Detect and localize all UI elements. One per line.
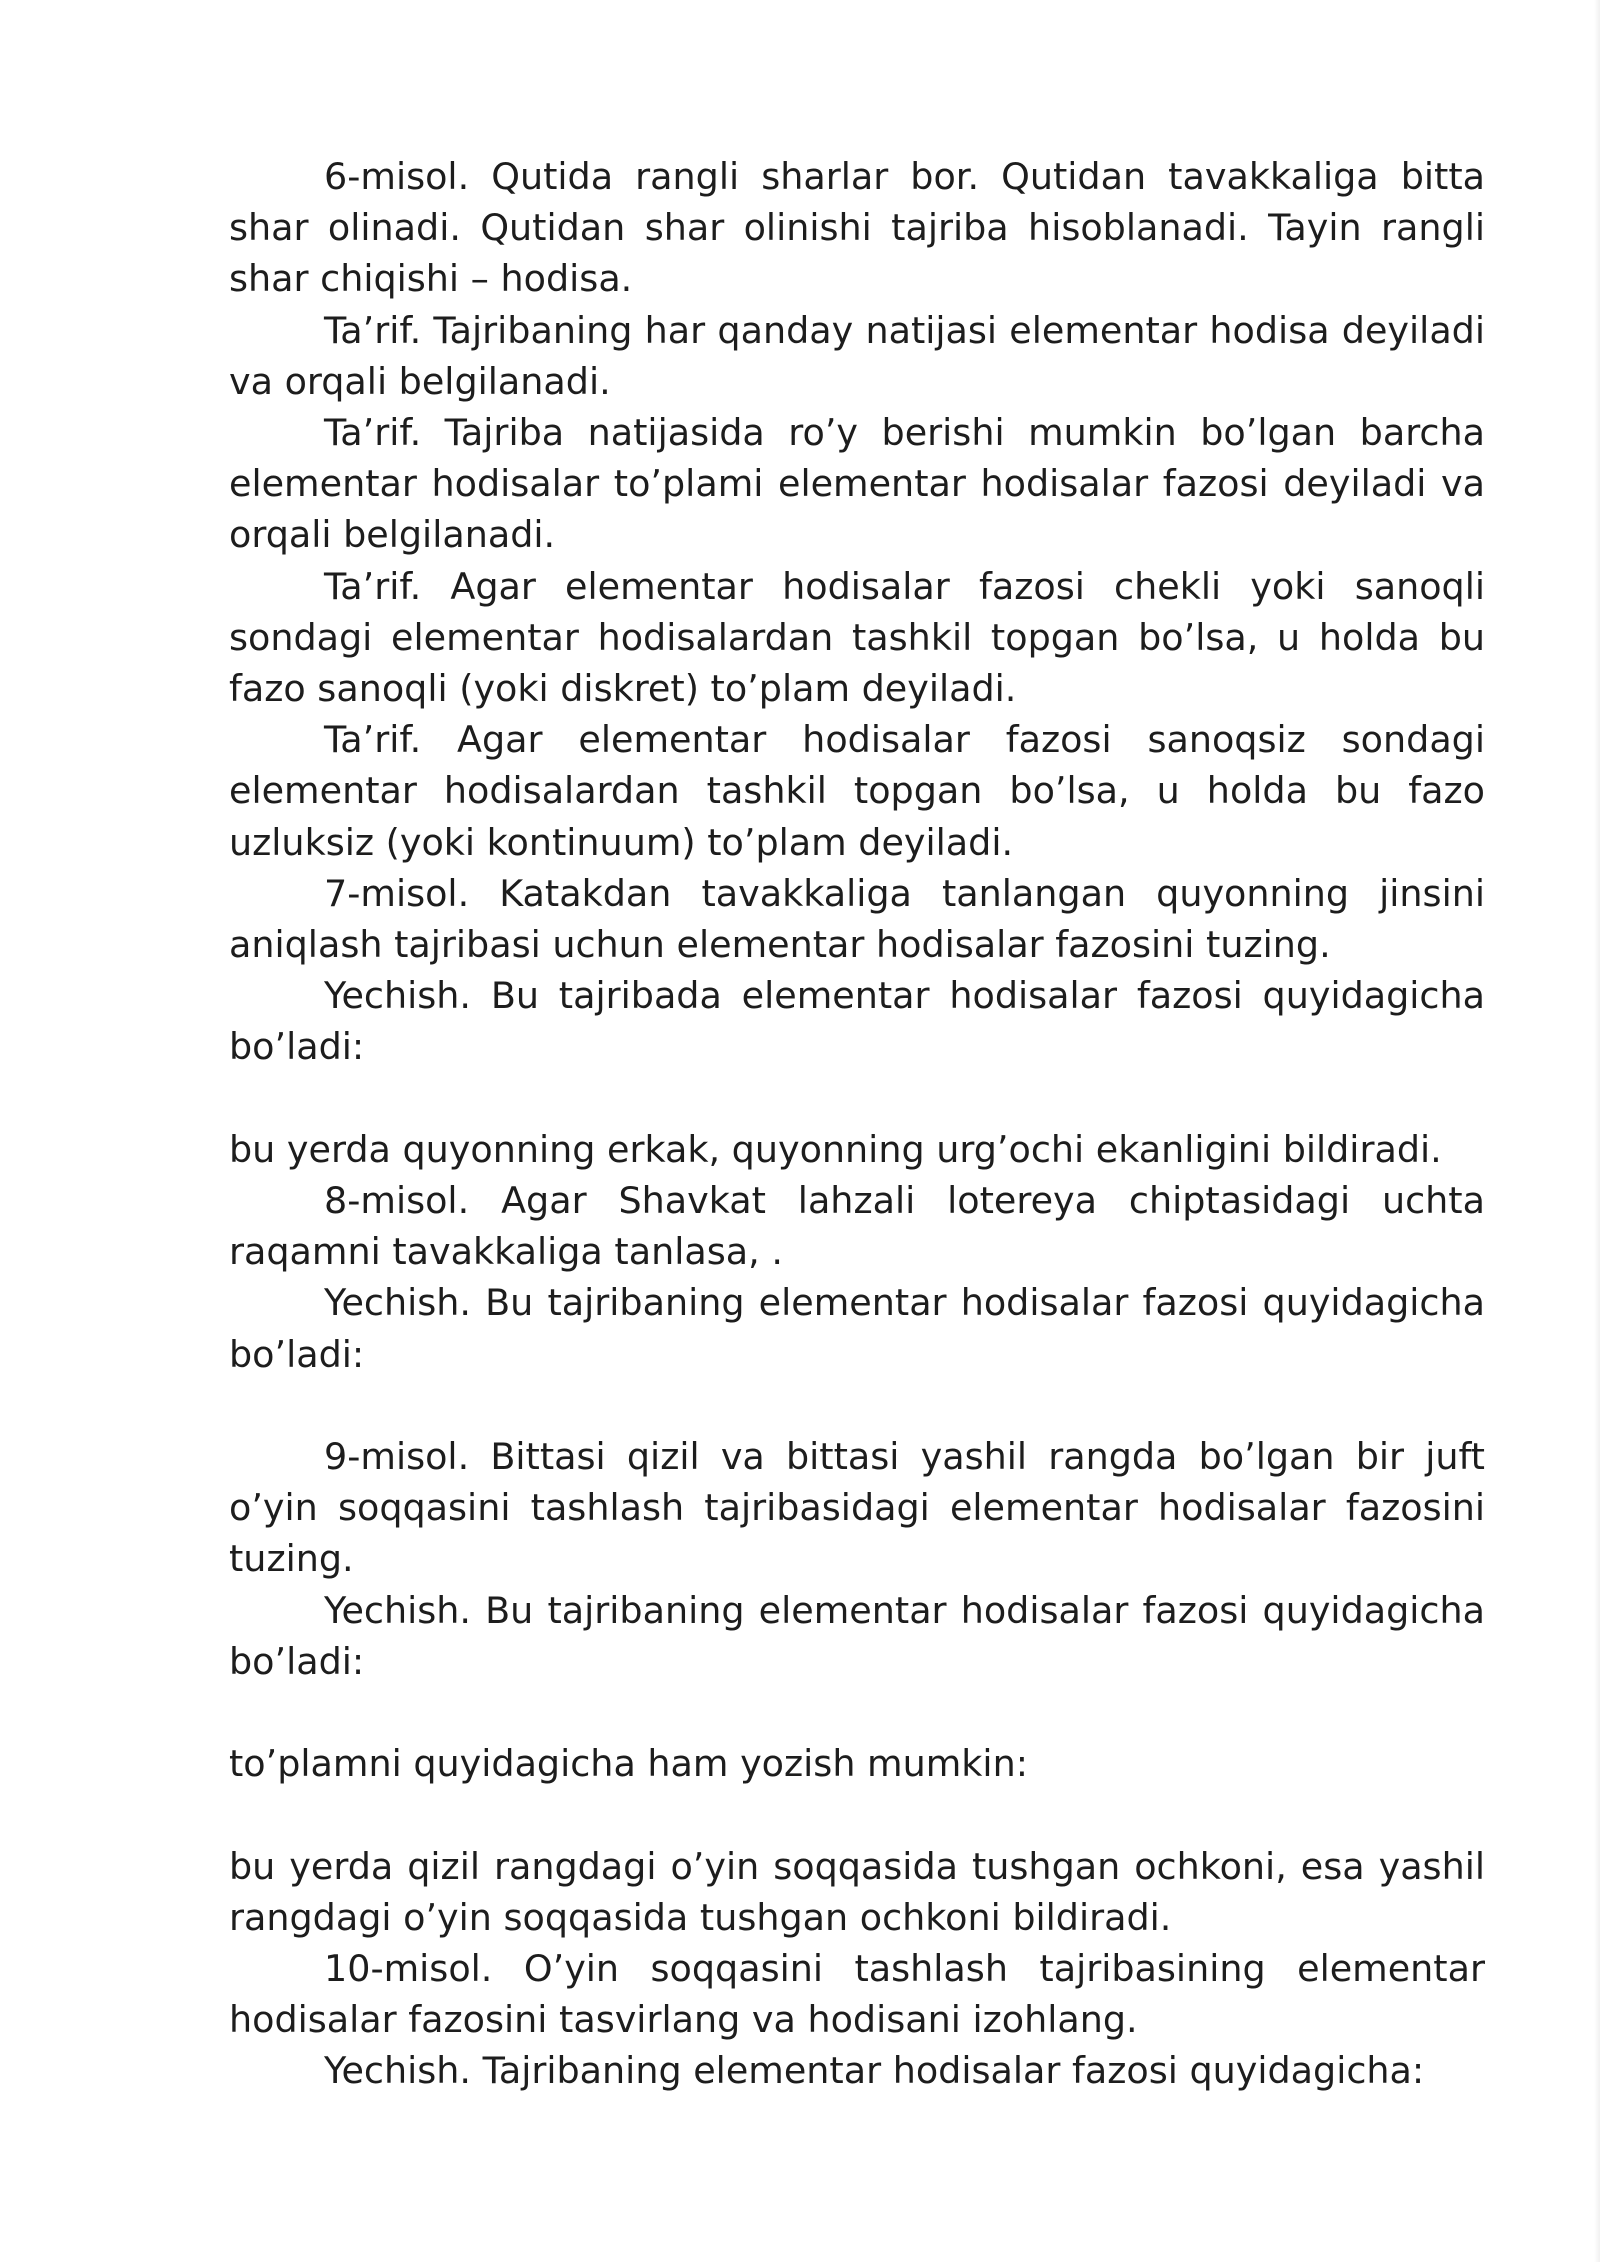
formula-gap <box>229 1073 1485 1124</box>
example-10-solution: Yechish. Tajribaning elementar hodisalar fazosi quyidagicha: <box>324 2049 1425 2093</box>
example-7-explanation: bu yerda quyonning erkak, quyonning urg’ochi ekanligini bildiradi. <box>229 1127 1442 1171</box>
example-9-paragraph: 9-misol. Bittasi qizil va bittasi yashil rangda bo’lgan bir juft o’yin soqqasini tashlash tajribasidagi elementar hodisalar fazosini tuzing. <box>229 1435 1485 1581</box>
definition-sample-space: Ta’rif. Tajriba natijasida ro’y berishi mumkin bo’lgan barcha elementar hodisalar to’plami elementar hodisalar fazosi deyiladi va orqali belgilanadi. <box>229 411 1485 557</box>
definition-elementary-event: Ta’rif. Tajribaning har qanday natijasi elementar hodisa deyiladi va orqali belgilanadi. <box>229 308 1485 403</box>
example-10-paragraph: 10-misol. O’yin soqqasini tashlash tajribasining elementar hodisalar fazosini tasvirlang va hodisani izohlang. <box>229 1947 1485 2042</box>
formula-gap <box>229 1789 1485 1840</box>
definition-discrete-space: Ta’rif. Agar elementar hodisalar fazosi chekli yoki sanoqli sondagi elementar hodisalardan tashkil topgan bo’lsa, u holda bu fazo sanoqli (yoki diskret) to’plam deyiladi. <box>229 564 1485 711</box>
example-9-explanation: bu yerda qizil rangdagi o’yin soqqasida tushgan ochkoni, esa yashil rangdagi o’yin soqqasida tushgan ochkoni bildiradi. <box>229 1844 1485 1939</box>
example-9-alt-notation: to’plamni quyidagicha ham yozish mumkin: <box>229 1742 1029 1786</box>
example-9-solution: Yechish. Bu tajribaning elementar hodisalar fazosi quyidagicha bo’ladi: <box>229 1588 1485 1683</box>
page-edge-shadow <box>1594 0 1600 2262</box>
example-7-paragraph: 7-misol. Katakdan tavakkaliga tanlangan quyonning jinsini aniqlash tajribasi uchun elementar hodisalar fazosini tuzing. <box>229 871 1485 967</box>
definition-continuous-space: Ta’rif. Agar elementar hodisalar fazosi sanoqsiz sondagi elementar hodisalardan tashkil topgan bo’lsa, u holda bu fazo uzluksiz (yoki kontinuum) to’plam deyiladi. <box>229 718 1485 864</box>
example-8-solution: Yechish. Bu tajribaning elementar hodisalar fazosi quyidagicha bo’ladi: <box>229 1281 1485 1376</box>
formula-gap <box>229 1380 1485 1431</box>
example-6-paragraph: 6-misol. Qutida rangli sharlar bor. Qutidan tavakkaliga bitta shar olinadi. Qutidan shar olinishi tajriba hisoblanadi. Tayin rangli shar chiqishi – hodisa. <box>229 155 1485 301</box>
formula-gap <box>229 1687 1485 1738</box>
example-7-solution: Yechish. Bu tajribada elementar hodisalar fazosi quyidagicha bo’ladi: <box>229 974 1485 1069</box>
document-body <box>229 151 1485 2097</box>
example-8-paragraph: 8-misol. Agar Shavkat lahzali lotereya chiptasidagi uchta raqamni tavakkaliga tanlasa, . <box>229 1179 1485 1274</box>
